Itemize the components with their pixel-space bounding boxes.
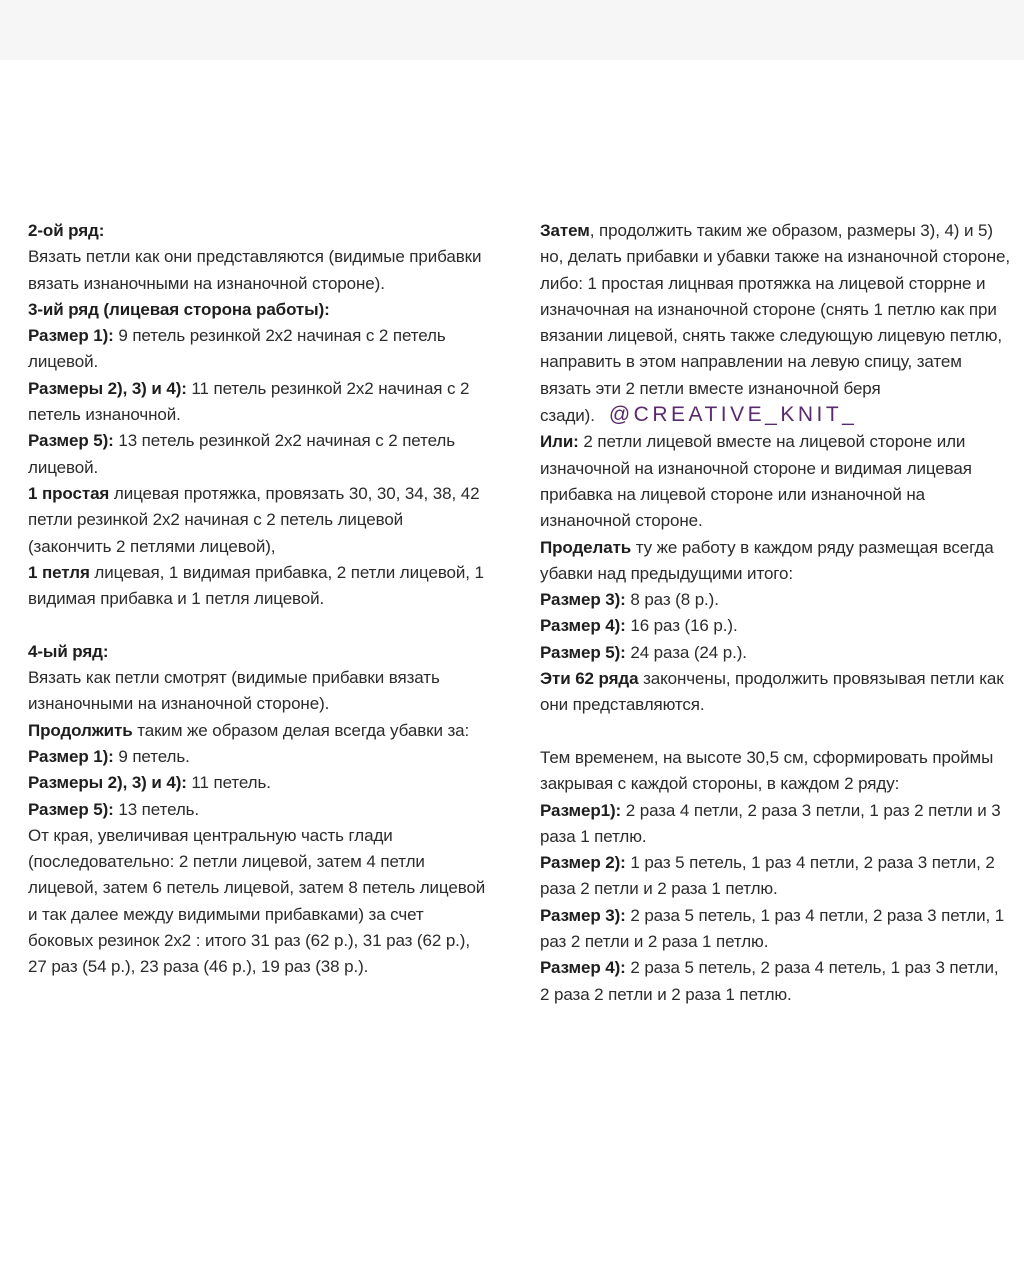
row4-final: От края, увеличивая центральную часть глади (последовательно: 2 петли лицевой, затем 4 петли лицевой, затем 6 петель лицевой, затем 8 петель лицевой и так далее между видимыми прибавками) за счет боковых резинок 2х2 : итого 31 раз (62 р.), 31 раз (62 р.), 27 раз (54 р.), 23 раза (46 р.), 19 раз (38 р.). — [28, 825, 486, 977]
rows62-paragraph: Эти 62 ряда закончены, продолжить провязывая петли как они представляются. — [540, 669, 1004, 715]
armhole-size1: Размер1): 2 раза 4 петли, 2 раза 3 петли, 1 раз 2 петли и 3 раза 1 петлю. — [540, 800, 1001, 846]
row2-text: Вязать петли как они представляются (видимые прибавки вязать изнаночными на изнаночной стороне). — [28, 247, 482, 293]
do-paragraph: Проделать ту же работу в каждом ряду размещая всегда убавки над предыдущими итого: — [540, 537, 994, 583]
row4-size5: Размер 5): 13 петель. — [28, 799, 200, 819]
dec-size5: Размер 5): 24 раза (24 р.). — [540, 642, 747, 662]
row4-continue: Продолжить таким же образом делая всегда убавки за: — [28, 720, 470, 740]
row4-sizes234: Размеры 2), 3) и 4): 11 петель. — [28, 773, 271, 793]
dec-size3: Размер 3): 8 раз (8 р.). — [540, 590, 719, 610]
row2-heading: 2-ой ряд: — [28, 221, 105, 240]
row4-heading: 4-ый ряд: — [28, 641, 109, 661]
row4-size1: Размер 1): 9 петель. — [28, 746, 190, 766]
row3-sizes234: Размеры 2), 3) и 4): 11 петель резинкой 2х2 начиная с 2 петель изнаночной. — [28, 378, 470, 425]
row3-simple-slip: 1 простая лицевая протяжка, провязать 30, 30, 34, 38, 42 петли резинкой 2х2 начиная с 2 петель лицевой (закончить 2 петлями лицевой), — [28, 483, 480, 556]
watermark-handle: @CREATIVE_KNIT_ — [608, 403, 858, 427]
armhole-size3: Размер 3): 2 раза 5 петель, 1 раз 4 петли, 2 раза 3 петли, 1 раз 2 петли и 2 раза 1 петлю. — [540, 905, 1005, 952]
then-paragraph: Затем, продолжить таким же образом, размеры 3), 4) и 5) но, делать прибавки и убавки также на изнаночной стороне, либо: 1 простая лицнвая протяжка на лицевой сторрне и изначочная на изнаночной стороне (снять 1 петлю как при вязании лицевой, снять также следующую лицевую петлю, направить в этом направлении на левую спицу, затем вязать эти 2 петли вместе изнаночной беря сзади). @CREATIVE_KNIT_ — [540, 221, 1010, 427]
row4-text: Вязать как петли смотрят (видимые прибавки вязать изнаночными на изнаночной стороне). — [28, 668, 440, 714]
spacer — [28, 612, 488, 638]
row3-size5: Размер 5): 13 петель резинкой 2х2 начиная с 2 петель лицевой. — [28, 431, 455, 477]
dec-size4: Размер 4): 16 раз (16 р.). — [540, 616, 738, 636]
top-band — [0, 0, 1024, 60]
or-paragraph: Или: 2 петли лицевой вместе на лицевой стороне или изначочной на изнаночной стороне и видимая лицевая прибавка на лицевой стороне или изнаночной на изнаночной стороне. — [540, 432, 972, 531]
armhole-size2: Размер 2): 1 раз 5 петель, 1 раз 4 петли, 2 раза 3 петли, 2 раза 2 петли и 2 раза 1 петлю. — [540, 853, 995, 899]
left-column — [28, 218, 488, 981]
row3-stitch: 1 петля лицевая, 1 видимая прибавка, 2 петли лицевой, 1 видимая прибавка и 1 петля лицевой. — [28, 562, 484, 609]
row3-size1: Размер 1): 9 петель резинкой 2х2 начиная с 2 петель лицевой. — [28, 326, 446, 372]
meanwhile-paragraph: Тем временем, на высоте 30,5 см, сформировать проймы закрывая с каждой стороны, в каждом 2 ряду: — [540, 747, 994, 794]
armhole-size4: Размер 4): 2 раза 5 петель, 2 раза 4 петель, 1 раз 3 петли, 2 раза 2 петли и 2 раза 1 петлю. — [540, 958, 999, 1004]
row3-heading: 3-ий ряд (лицевая сторона работы): — [28, 299, 330, 319]
spacer — [540, 719, 1010, 745]
right-column — [540, 218, 1010, 1008]
